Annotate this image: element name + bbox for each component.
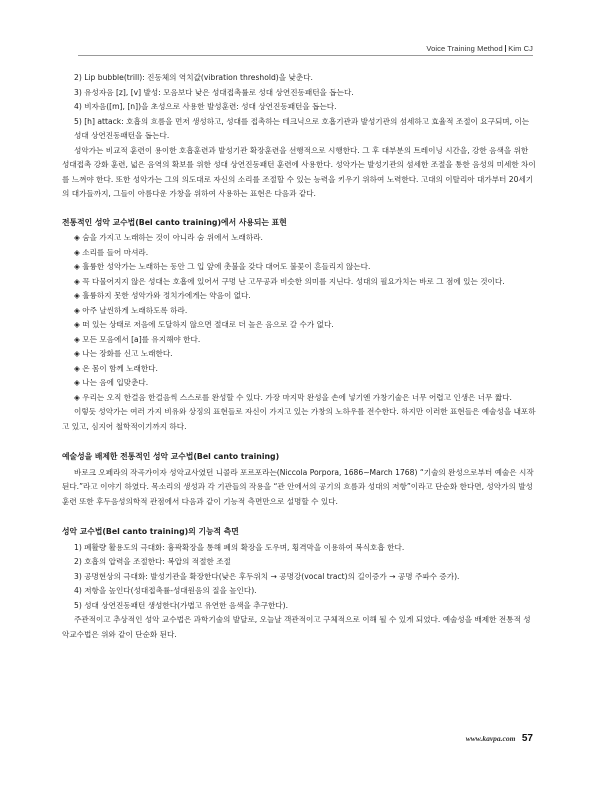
footer-url: www.kavpa.com <box>465 734 516 743</box>
page-number: 57 <box>521 733 533 744</box>
section3-item: 4) 저항을 높인다(성대접촉률-성대원음의 질을 높인다). <box>74 586 257 595</box>
section1-bullet: ◈ 훌륭한 성악가는 노래하는 동안 그 입 앞에 촛불을 갖다 대어도 불꽃이 흔들리지 않는다. <box>74 262 371 271</box>
running-header <box>426 44 533 53</box>
section2-heading: 예술성을 배제한 전통적인 성악 교수법(Bel canto training) <box>62 452 280 461</box>
article-body <box>62 71 536 642</box>
intro-item-5: 5) [h] attack: 호흡의 흐름을 먼저 생성하고, 성대를 접촉하는 테크닉으로 호흡기관과 발성기관의 섬세하고 효율적 조절이 요구되며, 이는 성대 상연진동패턴을 돕는다. <box>74 116 530 140</box>
section1-bullet: ◈ 꼭 다물어지지 않은 성대는 호흡에 있어서 구멍 난 고무공과 비슷한 의미를 지닌다. 성대의 필요가치는 바로 그 점에 있는 것이다. <box>74 276 505 286</box>
header-separator-bar <box>505 45 507 52</box>
section3-heading: 성악 교수법(Bel canto training)의 기능적 측면 <box>62 527 239 536</box>
section1-paragraph: 이렇듯 성악가는 여러 가지 비유와 상징의 표현들로 자신이 가지고 있는 가창의 노하우를 전수한다. 하지만 이러한 표현들은 예술성을 내포하고 있고, 심지어 철학적이기까지 하다. <box>62 407 536 431</box>
section1-bullet: ◈ 숨을 가지고 노래하는 것이 아니라 숨 위에서 노래하라. <box>74 233 263 242</box>
section1-bullet: ◈ 나는 장화를 신고 노래한다. <box>74 349 173 358</box>
section3-item: 2) 호흡의 압력을 조절한다: 복압의 적절한 조절 <box>74 557 231 566</box>
page-footer <box>466 733 533 744</box>
intro-paragraph: 성악가는 비교적 훈련이 용이한 호흡훈련과 발성기관 확장훈련을 선행적으로 시행한다. 그 후 대부분의 트레이닝 시간을, 강한 음색을 위한 성대접촉 강화 훈련, 넓은 음역의 확보를 위한 성대 상연진동패턴 훈련에 사용한다. 성악가는 발성기관의 섬세한 조절을 통한 음성의 미세한 차이를 느껴야 한다. 또한 성악가는 그의 의도대로 자신의 소리를 조절할 수 있는 능력을 키우기 위하여 노력한다. 고대의 이탈리아 대가부터 20세기의 대가들까지, 그들이 아름다운 가창을 위하여 사용하는 표현은 다음과 같다. <box>62 145 536 198</box>
header-author: Kim CJ <box>508 44 533 53</box>
section1-bullet: ◈ 떠 있는 상태로 저음에 도달하지 않으면 절대로 더 높은 음으로 갈 수가 없다. <box>74 320 334 329</box>
section1-heading: 전통적인 성악 교수법(Bel canto training)에서 사용되는 표현 <box>62 217 287 227</box>
section1-bullet: ◈ 모든 모음에서 [a]를 유지해야 한다. <box>74 334 201 344</box>
section3-item: 3) 공명현상의 극대화: 발성기관을 확장한다(낮은 후두위치 → 공명강(vocal tract)의 길이증가 → 공명 주파수 증가). <box>74 571 460 581</box>
header-rule <box>78 55 533 56</box>
section1-bullet: ◈ 아주 날씬하게 노래하도록 하라. <box>74 305 188 315</box>
section3-paragraph: 주관적이고 추상적인 성악 교수법은 과학기술의 발달로, 오늘날 객관적이고 구체적으로 이해 될 수 있게 되었다. 예술성을 배제한 전통적 성악교수법은 위와 같이 단순화 된다. <box>62 615 531 639</box>
section3-item: 5) 성대 상연진동패턴 생성한다(가볍고 유연한 음색을 추구한다). <box>74 600 289 610</box>
section2-paragraph: 바로크 오페라의 작곡가이자 성악교사였던 니콜라 포르포라는(Niccola Porpora, 1686~March 1768) “기술의 완성으로부터 예술은 시작된다.”라고 이야기 하였다. 목소리의 생성과 각 기관들의 작용을 “관 안에서의 공기의 흐름과 성대의 저항”이라고 단순화 한다면, 성악가의 발성훈련 또한 후두음성의학적 관점에서 다음과 같이 기능적 측면만으로 설명할 수 있다. <box>62 467 534 506</box>
intro-item-2: 2) Lip bubble(trill): 진동체의 역치값(vibration threshold)을 낮춘다. <box>74 73 313 82</box>
section3-item: 1) 폐활량 활용도의 극대화: 흉곽확장을 통해 폐의 확장을 도우며, 횡격막을 이용하여 복식호흡 한다. <box>74 542 405 552</box>
header-title: Voice Training Method <box>426 44 503 53</box>
section1-bullet: ◈ 소리를 들어 마셔라. <box>74 247 149 257</box>
section1-bullet: ◈ 나는 음에 입맞춘다. <box>74 378 149 387</box>
section1-bullet: ◈ 훌륭하지 못한 성악가와 정치가에게는 약음이 없다. <box>74 291 251 300</box>
intro-item-3: 3) 유성자음 [z], [v] 발성: 모음보다 낮은 성대접촉률로 성대 상연진동패턴을 돕는다. <box>74 87 354 97</box>
section1-bullet: ◈ 우리는 오직 한걸음 한걸음씩 스스로를 완성할 수 있다. 가장 마지막 완성을 손에 넣기엔 가창기술은 너무 어렵고 인생은 너무 짧다. <box>74 392 512 402</box>
section1-bullet: ◈ 온 몸이 함께 노래한다. <box>74 363 158 373</box>
intro-item-4: 4) 비자음([m], [n])을 초성으로 사용한 발성훈련: 성대 상연진동패턴을 돕는다. <box>74 102 337 111</box>
